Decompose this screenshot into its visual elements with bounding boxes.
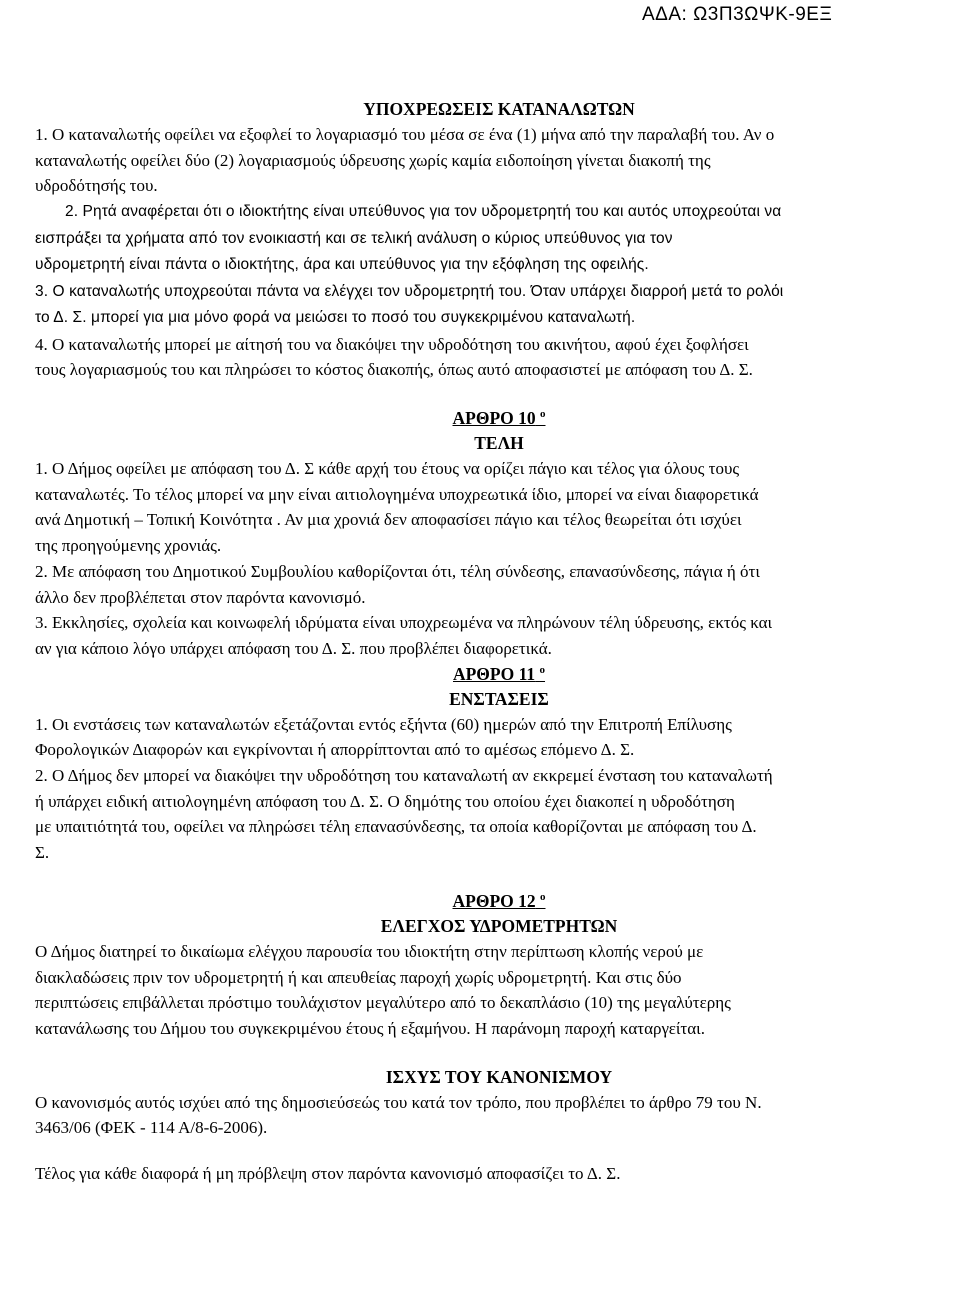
article-12-subtitle: ΕΛΕΓΧΟΣ ΥΔΡΟΜΕΤΡΗΤΩΝ — [380, 915, 618, 936]
text-line: 2. Ρητά αναφέρεται ότι ο ιδιοκτήτης είναι υπεύθυνος για τον υδρομετρητή του και αυτός υποχρεούται να — [65, 203, 782, 221]
text-line: διακλαδώσεις πριν τον υδρομετρητή ή και απευθείας παροχή χωρίς υδρομετρητή. Και στις δύο — [35, 967, 682, 987]
closing-statement: Τέλος για κάθε διαφορά ή μη πρόβλεψη στον παρόντα κανονισμό αποφασίζει το Δ. Σ. — [35, 1164, 621, 1184]
text-line: καταναλωτής οφείλει δύο (2) λογαριασμούς ύδρευσης χωρίς καμία ειδοποίηση γίνεται διακοπή της — [35, 150, 711, 170]
text-line: 1. Ο Δήμος οφείλει με απόφαση του Δ. Σ κάθε αρχή του έτους να ορίζει πάγιο και τέλος για όλους τους — [35, 459, 740, 479]
article-10-item-3 — [35, 610, 953, 661]
text-line: ανά Δημοτική – Τοπική Κοινότητα . Αν μια χρονιά δεν αποφασίσει πάγιο και τέλος θεωρείται ότι ισχύει — [35, 510, 742, 530]
document-body — [35, 97, 953, 1187]
text-line: 2. Ο Δήμος δεν μπορεί να διακόψει την υδροδότηση του καταναλωτή αν εκκρεμεί ένσταση του καταναλωτή — [35, 766, 773, 786]
text-line: κατανάλωσης του Δήμου του συγκεκριμένου έτους ή εξαμήνου. Η παράνομη παροχή καταργείται. — [35, 1018, 705, 1038]
article-11-heading — [35, 662, 953, 687]
article-heading-sup: ο — [539, 663, 546, 676]
text-line: ή υπάρχει ειδική αιτιολογημένη απόφαση του Δ. Σ. Ο δημότης του οποίου έχει διακοπεί η υδροδότηση — [35, 791, 735, 811]
article-heading-text: ΑΡΘΡΟ 10 — [452, 408, 536, 429]
article-11-item-1 — [35, 712, 953, 763]
text-line: με υπαιτιότητά του, οφείλει να πληρώσει τέλη επανασύνδεσης, τα οποία καθορίζονται με απόφαση του Δ. — [35, 817, 757, 837]
text-line: υδρομετρητή είναι πάντα ο ιδιοκτήτης, άρα και υπεύθυνος για την εξόφληση της οφειλής. — [35, 256, 649, 274]
text-line: Φορολογικών Διαφορών και εγκρίνονται ή απορρίπτονται από το αμέσως επόμενο Δ. Σ. — [35, 740, 635, 760]
text-line: αν για κάποιο λόγο υπάρχει απόφαση του Δ. Σ. που προβλέπει διαφορετικά. — [35, 638, 552, 658]
article-10-heading — [35, 406, 953, 431]
validity-body — [35, 1090, 953, 1141]
article-heading-text: ΑΡΘΡΟ 12 — [452, 890, 536, 911]
ada-code: ΑΔΑ: Ω3Π3ΩΨΚ-9ΕΞ — [642, 4, 833, 25]
text-line: 3. Εκκλησίες, σχολεία και κοινωφελή ιδρύματα είναι υποχρεωμένα να πληρώνουν τέλη ύδρευσης, εκτός και — [35, 613, 773, 633]
text-line: περιπτώσεις επιβάλλεται πρόστιμο τουλάχιστον μεγαλύτερο από το δεκαπλάσιο (10) της μεγαλύτερης — [35, 993, 731, 1013]
text-line: 1. Ο καταναλωτής οφείλει να εξοφλεί το λογαριασμό του μέσα σε ένα (1) μήνα από την παραλαβή του. Αν ο — [35, 125, 775, 144]
article-12-heading — [35, 889, 953, 914]
text-line: τους λογαριασμούς του και πληρώσει το κόστος διακοπής, όπως αυτό αποφασιστεί με απόφαση του Δ. Σ. — [35, 360, 753, 380]
text-line: υδροδότησής του. — [35, 176, 158, 196]
obligations-item-3 — [35, 279, 953, 332]
obligations-item-1 — [35, 122, 953, 199]
text-line: 3. Ο καταναλωτής υποχρεούται πάντα να ελέγχει τον υδρομετρητή του. Όταν υπάρχει διαρροή μετά το ρολόι — [35, 282, 784, 300]
text-line: Ο Δήμος διατηρεί το δικαίωμα ελέγχου παρουσία του ιδιοκτήτη στην περίπτωση κλοπής νερού με — [35, 941, 704, 961]
article-12-body — [35, 939, 953, 1042]
text-line: 3463/06 (ΦΕΚ - 114 Α/8-6-2006). — [35, 1118, 268, 1138]
validity-title: ΙΣΧΥΣ ΤΟΥ ΚΑΝΟΝΙΣΜΟΥ — [385, 1066, 613, 1087]
text-line: 2. Με απόφαση του Δημοτικού Συμβουλίου καθορίζονται ότι, τέλη σύνδεσης, επανασύνδεσης, πάγια ή ότι — [35, 561, 760, 581]
article-11-item-2 — [35, 763, 953, 866]
article-heading-sup: ο — [540, 891, 546, 904]
article-11-subtitle: ΕΝΣΤΑΣΕΙΣ — [449, 688, 549, 709]
text-line: 1. Οι ενστάσεις των καταναλωτών εξετάζονται εντός εξήντα (60) ημερών από την Επιτροπή Επίλυσης — [35, 714, 732, 734]
article-10-subtitle: ΤΕΛΗ — [474, 433, 524, 454]
text-line: καταναλωτές. Το τέλος μπορεί να μην είναι αιτιολογημένα υποχρεωτικά ίδιο, μπορεί να είναι διαφορετικά — [35, 484, 759, 504]
article-heading-text: ΑΡΘΡΟ 11 — [452, 663, 536, 684]
text-line: άλλο δεν προβλέπεται στον παρόντα κανονισμό. — [35, 587, 366, 607]
text-line: 4. Ο καταναλωτής μπορεί με αίτησή του να διακόψει την υδροδότηση του ακινήτου, αφού έχει ξοφλήσει — [35, 334, 749, 354]
text-line: Σ. — [35, 843, 50, 863]
obligations-title: ΥΠΟΧΡΕΩΣΕΙΣ ΚΑΤΑΝΑΛΩΤΩΝ — [363, 99, 635, 119]
obligations-item-2 — [35, 199, 953, 279]
text-line: το Δ. Σ. μπορεί για μια μόνο φορά να μειώσει το ποσό του συγκεκριμένου καταναλωτή. — [35, 309, 636, 327]
article-heading-sup: ο — [540, 408, 546, 421]
article-10-item-2 — [35, 559, 953, 610]
text-line: εισπράξει τα χρήματα από τον ενοικιαστή και σε τελική ανάλυση ο κύριος υπεύθυνος για τον — [35, 229, 673, 247]
text-line: Ο κανονισμός αυτός ισχύει από της δημοσιεύσεώς του κατά τον τρόπο, που προβλέπει το άρθρο 79 του Ν. — [35, 1092, 762, 1112]
article-10-item-1 — [35, 456, 953, 559]
text-line: της προηγούμενης χρονιάς. — [35, 536, 222, 556]
obligations-item-4 — [35, 332, 953, 383]
